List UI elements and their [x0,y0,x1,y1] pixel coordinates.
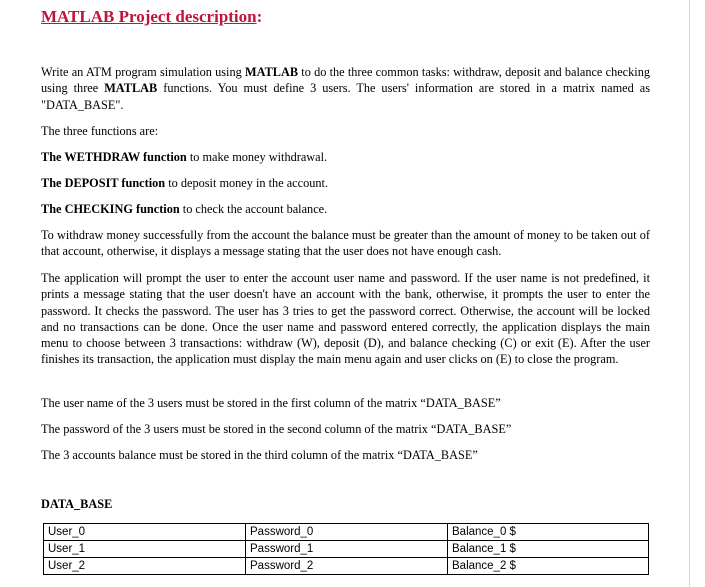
table-cell: Password_2 [246,558,448,575]
withdraw-rule-paragraph: To withdraw money successfully from the account the balance must be greater than the amount of money to be taken out of that account, otherwise, it displays a message stating that the user does not have enough cash. [41,228,650,259]
table-row [44,541,649,558]
table-cell: User_2 [44,558,246,575]
table-row [44,524,649,541]
table-cell: Balance_0 $ [448,524,649,541]
function-deposit: The DEPOSIT function to deposit money in the account. [41,176,329,190]
table-row [44,558,649,575]
function-checking: The CHECKING function to check the account balance. [41,202,328,216]
page-edge-divider [689,0,690,587]
function-withdraw: The WETHDRAW function to make money withdrawal. [41,150,328,164]
storage-password-line: The password of the 3 users must be stored in the second column of the matrix “DATA_BASE” [41,422,512,436]
data-base-table [43,523,649,575]
storage-balance-line: The 3 accounts balance must be stored in the third column of the matrix “DATA_BASE” [41,448,478,462]
table-cell: Password_0 [246,524,448,541]
functions-intro: The three functions are: [41,124,159,138]
page-title: MATLAB Project description: [41,7,263,26]
table-cell: Password_1 [246,541,448,558]
table-cell: Balance_2 $ [448,558,649,575]
table-cell: User_0 [44,524,246,541]
intro-paragraph: Write an ATM program simulation using MATLAB to do the three common tasks: withdraw, deposit and balance checking using three MATLAB functions. You must define 3 users. The users' information are stored in a matrix named as "DATA_BASE". [41,65,651,112]
data-base-label: DATA_BASE [41,497,113,511]
table-cell: User_1 [44,541,246,558]
table-cell: Balance_1 $ [448,541,649,558]
storage-username-line: The user name of the 3 users must be stored in the first column of the matrix “DATA_BASE” [41,396,501,410]
application-paragraph: The application will prompt the user to enter the account user name and password. If the user name is not predefined, it prints a message stating that the user doesn't have an account with the bank, otherwise, it prompts the user to enter the password. It checks the password. The user has 3 tries to get the password correct. Otherwise, the account will be locked and no transactions can be done. Once the user name and password entered correctly, the application displays the main menu to choose between 3 transactions: withdraw (W), deposit (D), and balance checking (C) or exit (E). After the user finishes its transaction, the application must display the main menu again and user clicks on (E) to close the program. [41,271,650,367]
